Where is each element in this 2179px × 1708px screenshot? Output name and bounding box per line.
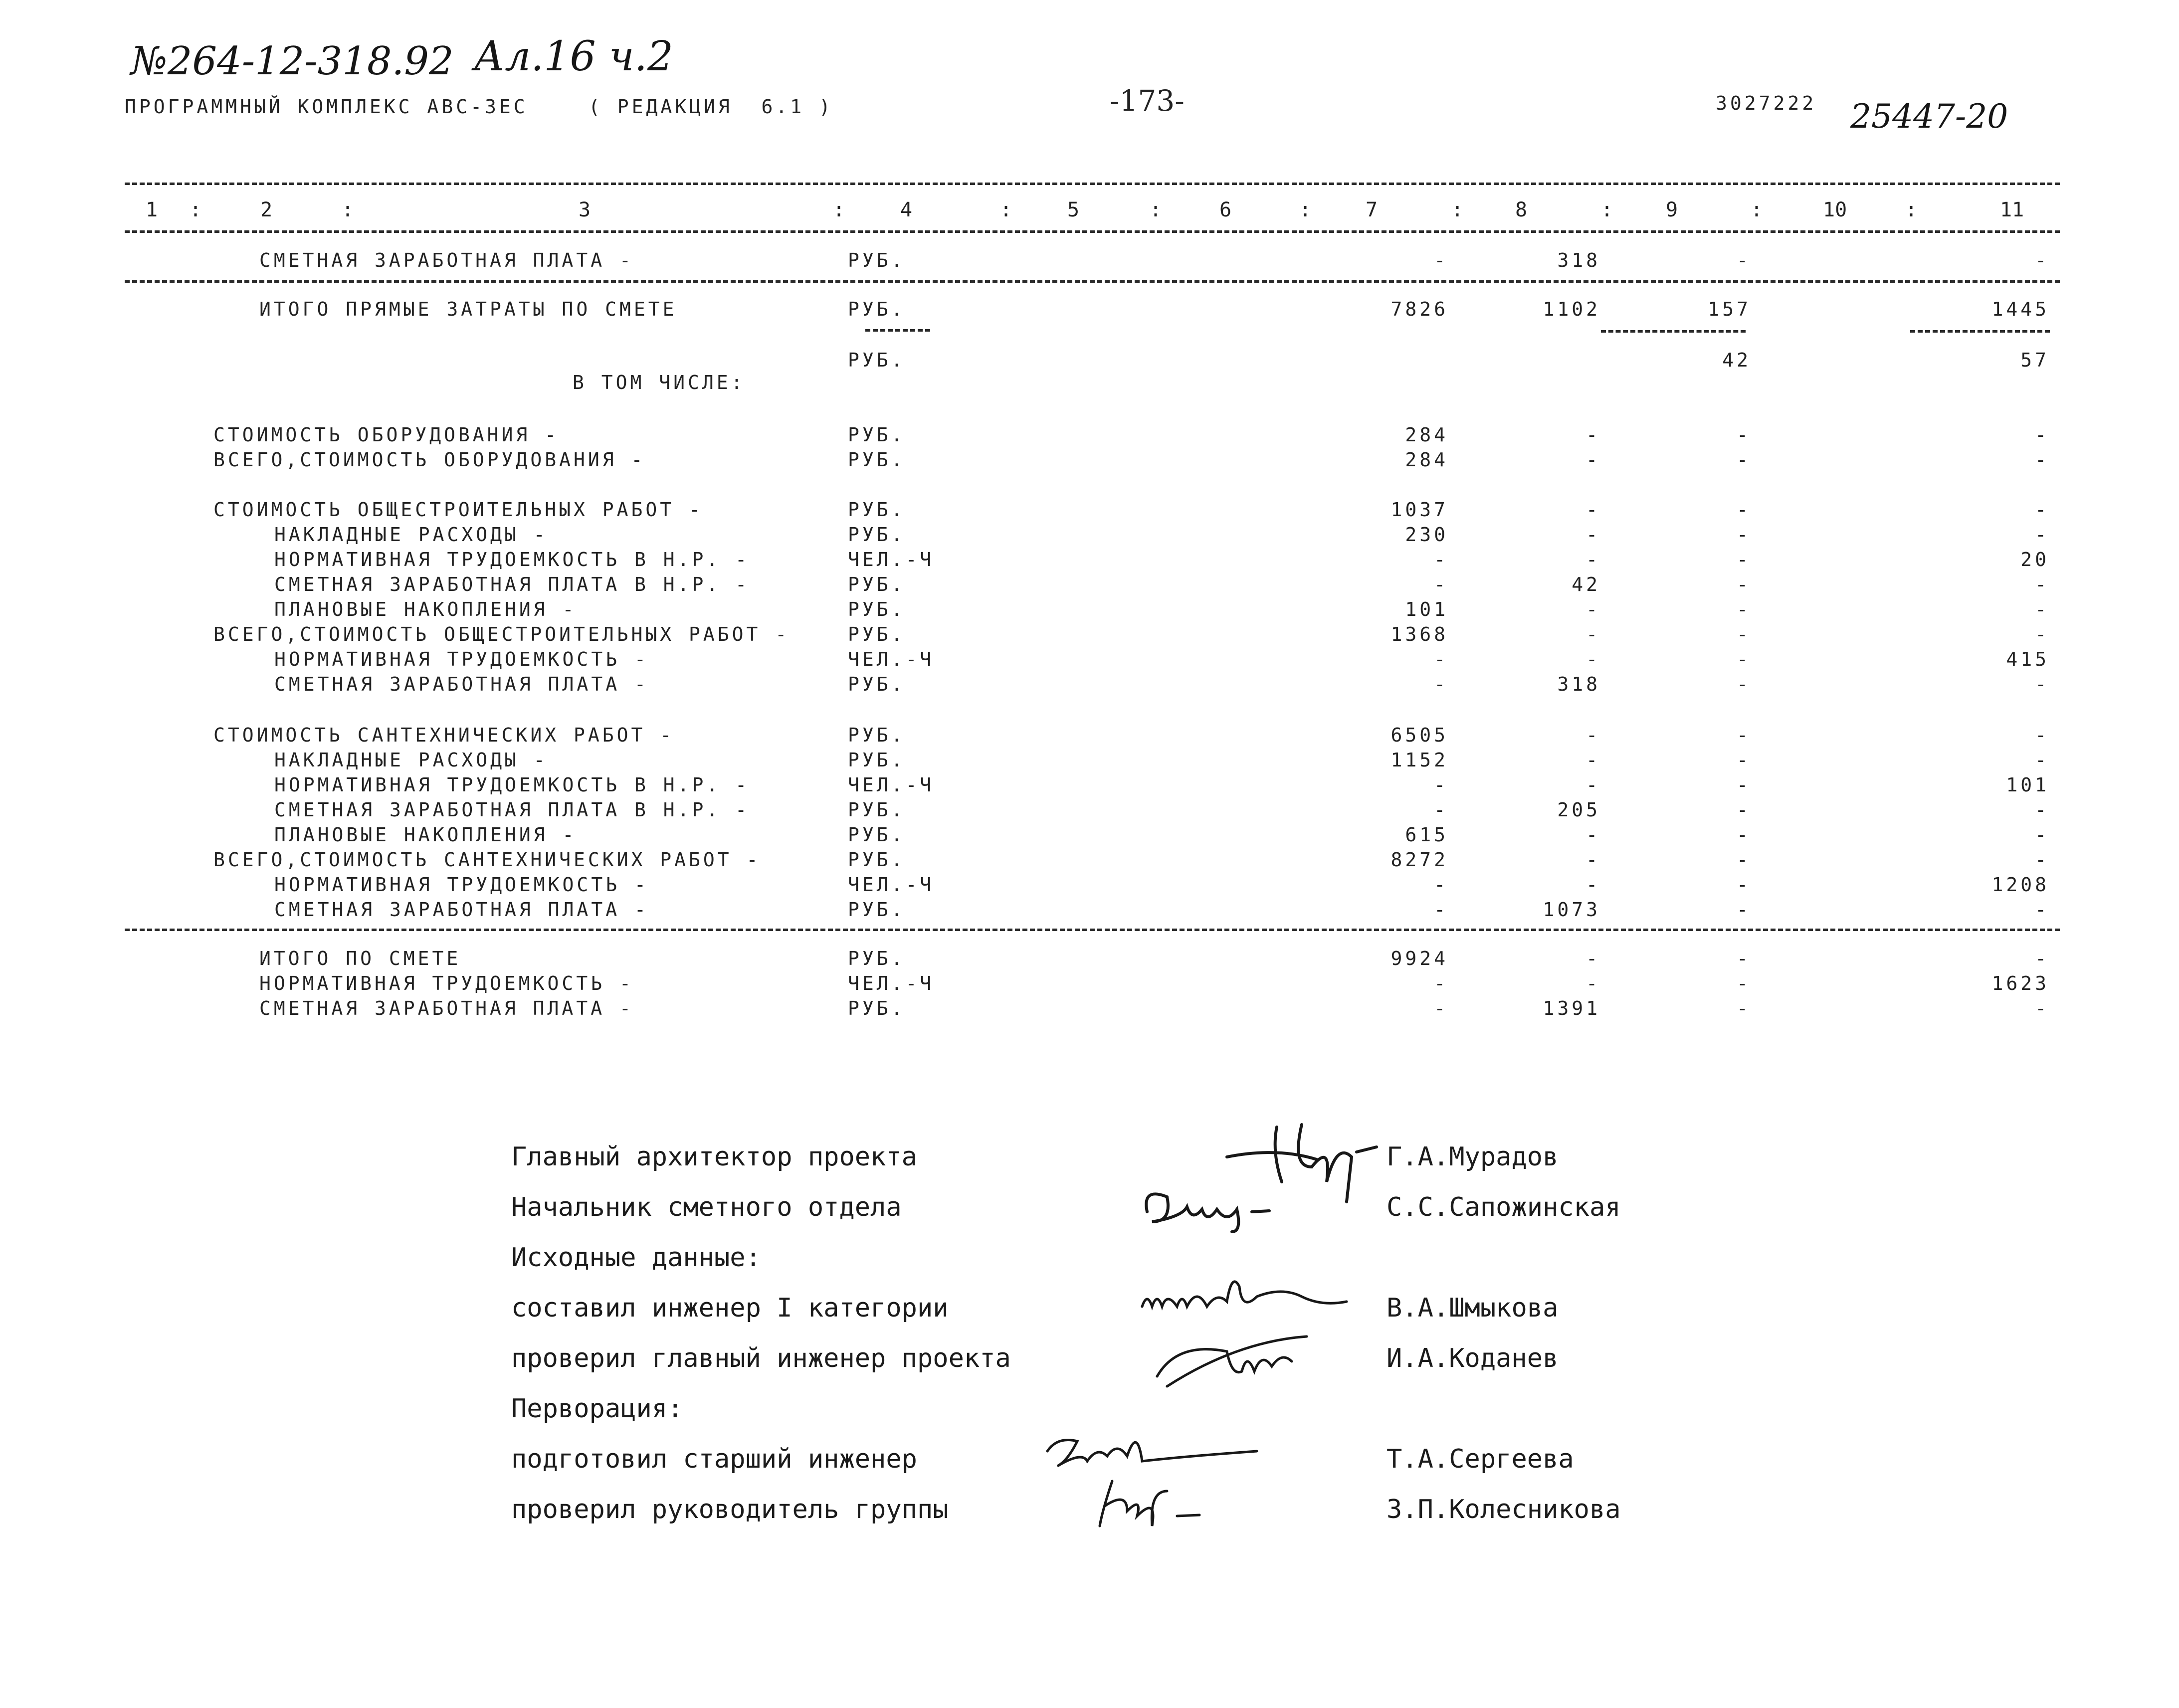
row-unit: ЧЕЛ.-Ч: [848, 648, 935, 670]
row-unit: РУБ.: [848, 499, 906, 521]
program-name: ПРОГРАММНЫЙ КОМПЛЕКС АВС-ЗЕС: [125, 96, 528, 118]
row-unit: ЧЕЛ.-Ч: [848, 874, 935, 896]
cell-col-11: 1208: [1991, 874, 2049, 896]
rule-after-first-row: [125, 280, 2060, 283]
cell-col-8: -: [1586, 648, 1600, 670]
cell-col-9: -: [1737, 849, 1751, 871]
cell-col-9: -: [1737, 948, 1751, 969]
table-row: [0, 648, 2179, 673]
handwritten-album: Ал.16 ч.2: [474, 33, 674, 80]
program-edition: ( РЕДАКЦИЯ 6.1 ): [589, 96, 833, 118]
table-row: [0, 499, 2179, 524]
row-unit: РУБ.: [848, 724, 906, 746]
cell-col-8: -: [1586, 623, 1600, 645]
cell-col-7: 9924: [1390, 948, 1448, 969]
cell-col-11: -: [2035, 673, 2049, 695]
cell-col-7: 6505: [1390, 724, 1448, 746]
cell-col-9: -: [1737, 774, 1751, 796]
table-row: [0, 449, 2179, 474]
signature-sapozhinskaya: [1137, 1182, 1277, 1237]
handwritten-doc-number: №264-12-318.92: [131, 39, 454, 84]
cell-col-9: -: [1737, 573, 1751, 595]
cell-col-11: -: [2035, 249, 2049, 271]
cell-col-8: -: [1586, 774, 1600, 796]
cell-col-9: -: [1737, 724, 1751, 746]
cell-col-7: -: [1434, 549, 1448, 570]
cell-col-9: -: [1737, 799, 1751, 821]
row-unit: ЧЕЛ.-Ч: [848, 549, 935, 570]
row-unit: РУБ.: [848, 623, 906, 645]
row-label: НОРМАТИВНАЯ ТРУДОЕМКОСТЬ -: [259, 972, 634, 994]
underline-unit: [865, 329, 930, 332]
cell-col-8: -: [1586, 972, 1600, 994]
row-label: НОРМАТИВНАЯ ТРУДОЕМКОСТЬ -: [274, 874, 649, 896]
row-unit: РУБ.: [848, 449, 906, 471]
cell-col-7: -: [1434, 799, 1448, 821]
column-header-1: 1: [146, 198, 158, 221]
row-label: В ТОМ ЧИСЛЕ:: [573, 372, 746, 393]
underline-col-9: [1601, 330, 1746, 333]
row-label: ВСЕГО,СТОИМОСТЬ ОБЩЕСТРОИТЕЛЬНЫХ РАБОТ -: [213, 623, 790, 645]
cell-col-7: -: [1434, 997, 1448, 1019]
cell-col-9: -: [1737, 524, 1751, 546]
row-label: СМЕТНАЯ ЗАРАБОТНАЯ ПЛАТА В Н.Р. -: [274, 573, 750, 595]
cell-col-8: -: [1586, 874, 1600, 896]
cell-col-9: -: [1737, 899, 1751, 921]
table-row: [0, 673, 2179, 698]
table-row: [0, 249, 2179, 274]
cell-col-9: -: [1737, 549, 1751, 570]
table-row: [0, 749, 2179, 774]
table-row: [0, 349, 2179, 374]
table-row: [0, 424, 2179, 449]
cell-col-11: -: [2035, 899, 2049, 921]
cell-col-8: -: [1586, 749, 1600, 771]
signature-role: Начальник сметного отдела: [511, 1192, 902, 1222]
signature-name: С.С.Сапожинская: [1387, 1192, 1621, 1222]
cell-col-8: -: [1586, 598, 1600, 620]
cell-col-11: -: [2035, 749, 2049, 771]
row-label: СМЕТНАЯ ЗАРАБОТНАЯ ПЛАТА -: [259, 997, 634, 1019]
header-bottom-rule: [125, 230, 2060, 233]
row-label: ПЛАНОВЫЕ НАКОПЛЕНИЯ -: [274, 598, 577, 620]
cell-col-8: 318: [1557, 673, 1600, 695]
cell-col-9: -: [1737, 972, 1751, 994]
row-unit: РУБ.: [848, 997, 906, 1019]
column-separator: :: [1751, 198, 1763, 221]
cell-col-7: -: [1434, 972, 1448, 994]
cell-col-11: -: [2035, 424, 2049, 446]
row-label: СМЕТНАЯ ЗАРАБОТНАЯ ПЛАТА -: [274, 899, 649, 921]
row-unit: РУБ.: [848, 799, 906, 821]
row-unit: РУБ.: [848, 749, 906, 771]
table-row: [0, 524, 2179, 549]
cell-col-8: -: [1586, 499, 1600, 521]
cell-col-11: 20: [2020, 549, 2049, 570]
cell-col-7: 1368: [1390, 623, 1448, 645]
cell-col-9: -: [1737, 874, 1751, 896]
header-top-rule: [125, 183, 2060, 185]
row-unit: РУБ.: [848, 673, 906, 695]
cell-col-8: -: [1586, 424, 1600, 446]
row-label: НОРМАТИВНАЯ ТРУДОЕМКОСТЬ В Н.Р. -: [274, 774, 750, 796]
row-label: НОРМАТИВНАЯ ТРУДОЕМКОСТЬ -: [274, 648, 649, 670]
signature-role: проверил руководитель группы: [511, 1495, 949, 1524]
cell-col-7: 284: [1405, 424, 1448, 446]
row-unit: РУБ.: [848, 249, 906, 271]
row-label: НОРМАТИВНАЯ ТРУДОЕМКОСТЬ В Н.Р. -: [274, 549, 750, 570]
column-separator: :: [833, 198, 845, 221]
cell-col-8: -: [1586, 524, 1600, 546]
row-unit: РУБ.: [848, 298, 906, 320]
table-row: [0, 874, 2179, 899]
cell-col-11: -: [2035, 623, 2049, 645]
cell-col-7: -: [1434, 774, 1448, 796]
column-header-10: 10: [1823, 198, 1847, 221]
cell-col-11: -: [2035, 524, 2049, 546]
cell-col-7: 284: [1405, 449, 1448, 471]
signature-role: подготовил старший инженер: [511, 1444, 917, 1474]
row-label: НАКЛАДНЫЕ РАСХОДЫ -: [274, 524, 548, 546]
row-label: ПЛАНОВЫЕ НАКОПЛЕНИЯ -: [274, 824, 577, 846]
table-row: [0, 372, 2179, 396]
cell-col-11: 1445: [1991, 298, 2049, 320]
cell-col-8: -: [1586, 948, 1600, 969]
table-row: [0, 799, 2179, 824]
row-label: СТОИМОСТЬ ОБЩЕСТРОИТЕЛЬНЫХ РАБОТ -: [213, 499, 703, 521]
column-separator: :: [1451, 198, 1464, 221]
table-row: [0, 298, 2179, 323]
table-row: [0, 774, 2179, 799]
row-unit: РУБ.: [848, 424, 906, 446]
column-header-6: 6: [1219, 198, 1232, 221]
cell-col-11: -: [2035, 598, 2049, 620]
cell-col-7: -: [1434, 648, 1448, 670]
cell-col-7: -: [1434, 573, 1448, 595]
cell-col-9: -: [1737, 424, 1751, 446]
table-row: [0, 899, 2179, 924]
signature-kodanev: [1147, 1322, 1357, 1396]
cell-col-9: -: [1737, 623, 1751, 645]
cell-col-9: -: [1737, 673, 1751, 695]
column-header-7: 7: [1366, 198, 1378, 221]
signature-kolesnikova: [1092, 1471, 1207, 1536]
cell-col-7: -: [1434, 874, 1448, 896]
handwritten-ref-number: 25447-20: [1850, 97, 2008, 136]
table-row: [0, 972, 2179, 997]
cell-col-8: -: [1586, 849, 1600, 871]
signature-role: проверил главный инженер проекта: [511, 1343, 1011, 1373]
cell-col-9: -: [1737, 648, 1751, 670]
cell-col-11: 415: [2006, 648, 2049, 670]
row-label: ИТОГО ПО СМЕТЕ: [259, 948, 461, 969]
column-separator: :: [1601, 198, 1613, 221]
column-header-9: 9: [1666, 198, 1678, 221]
column-separator: :: [1000, 198, 1012, 221]
signature-role: Главный архитектор проекта: [511, 1142, 917, 1172]
table-row: [0, 824, 2179, 849]
row-label: СТОИМОСТЬ ОБОРУДОВАНИЯ -: [213, 424, 560, 446]
row-unit: ЧЕЛ.-Ч: [848, 972, 935, 994]
cell-col-8: -: [1586, 724, 1600, 746]
row-label: СМЕТНАЯ ЗАРАБОТНАЯ ПЛАТА В Н.Р. -: [274, 799, 750, 821]
cell-col-9: -: [1737, 449, 1751, 471]
cell-col-7: -: [1434, 899, 1448, 921]
row-label: ВСЕГО,СТОИМОСТЬ САНТЕХНИЧЕСКИХ РАБОТ -: [213, 849, 761, 871]
row-unit: РУБ.: [848, 849, 906, 871]
cell-col-8: -: [1586, 449, 1600, 471]
table-row: [0, 948, 2179, 972]
column-header-8: 8: [1515, 198, 1528, 221]
cell-col-7: 101: [1405, 598, 1448, 620]
column-separator: :: [1905, 198, 1918, 221]
cell-col-7: -: [1434, 249, 1448, 271]
cell-col-8: 1102: [1543, 298, 1600, 320]
cell-col-9: -: [1737, 749, 1751, 771]
cell-col-8: 42: [1572, 573, 1600, 595]
column-separator: :: [342, 198, 354, 221]
cell-col-9: 42: [1722, 349, 1751, 371]
cell-col-11: -: [2035, 449, 2049, 471]
signature-name: Г.А.Мурадов: [1387, 1142, 1559, 1172]
cell-col-11: -: [2035, 948, 2049, 969]
column-separator: :: [1299, 198, 1312, 221]
row-label: ИТОГО ПРЯМЫЕ ЗАТРАТЫ ПО СМЕТЕ: [259, 298, 677, 320]
column-header-11: 11: [2000, 198, 2024, 221]
table-row: [0, 997, 2179, 1022]
cell-col-8: 1391: [1543, 997, 1600, 1019]
signature-name: Т.А.Сергеева: [1387, 1444, 1574, 1474]
table-row: [0, 549, 2179, 573]
signature-name: В.А.Шмыкова: [1387, 1293, 1559, 1323]
row-label: СМЕТНАЯ ЗАРАБОТНАЯ ПЛАТА -: [274, 673, 649, 695]
page-number: -173-: [1110, 84, 1185, 118]
cell-col-9: -: [1737, 824, 1751, 846]
column-header-2: 2: [260, 198, 273, 221]
cell-col-11: -: [2035, 799, 2049, 821]
column-separator: :: [190, 198, 202, 221]
cell-col-7: -: [1434, 673, 1448, 695]
cell-col-7: 615: [1405, 824, 1448, 846]
cell-col-11: -: [2035, 724, 2049, 746]
column-header-4: 4: [900, 198, 913, 221]
row-unit: РУБ.: [848, 349, 906, 371]
cell-col-9: -: [1737, 598, 1751, 620]
row-unit: РУБ.: [848, 824, 906, 846]
document-code: 3027222: [1716, 92, 1817, 114]
signature-name: И.А.Коданев: [1387, 1343, 1559, 1373]
column-header-5: 5: [1067, 198, 1080, 221]
cell-col-8: -: [1586, 549, 1600, 570]
cell-col-11: -: [2035, 849, 2049, 871]
cell-col-11: 101: [2006, 774, 2049, 796]
table-row: [0, 598, 2179, 623]
table-row: [0, 623, 2179, 648]
column-separator: :: [1150, 198, 1162, 221]
cell-col-7: 7826: [1390, 298, 1448, 320]
table-row: [0, 724, 2179, 749]
row-unit: РУБ.: [848, 899, 906, 921]
cell-col-11: 1623: [1991, 972, 2049, 994]
table-row: [0, 573, 2179, 598]
cell-col-8: 318: [1557, 249, 1600, 271]
row-label: НАКЛАДНЫЕ РАСХОДЫ -: [274, 749, 548, 771]
cell-col-8: 1073: [1543, 899, 1600, 921]
cell-col-11: -: [2035, 499, 2049, 521]
cell-col-9: -: [1737, 499, 1751, 521]
row-unit: РУБ.: [848, 573, 906, 595]
row-unit: РУБ.: [848, 524, 906, 546]
underline-col-11: [1910, 330, 2050, 333]
row-unit: ЧЕЛ.-Ч: [848, 774, 935, 796]
signature-role: составил инженер I категории: [511, 1293, 949, 1323]
cell-col-7: 1037: [1390, 499, 1448, 521]
row-unit: РУБ.: [848, 948, 906, 969]
signature-role: Перворация:: [511, 1394, 683, 1424]
column-header-3: 3: [579, 198, 591, 221]
cell-col-7: 8272: [1390, 849, 1448, 871]
cell-col-8: -: [1586, 824, 1600, 846]
cell-col-11: -: [2035, 997, 2049, 1019]
table-row: [0, 849, 2179, 874]
cell-col-7: 1152: [1390, 749, 1448, 771]
cell-col-8: 205: [1557, 799, 1600, 821]
signature-role: Исходные данные:: [511, 1243, 761, 1273]
row-label: ВСЕГО,СТОИМОСТЬ ОБОРУДОВАНИЯ -: [213, 449, 646, 471]
cell-col-9: -: [1737, 997, 1751, 1019]
cell-col-7: 230: [1405, 524, 1448, 546]
cell-col-9: 157: [1708, 298, 1751, 320]
row-label: СТОИМОСТЬ САНТЕХНИЧЕСКИХ РАБОТ -: [213, 724, 675, 746]
cell-col-11: -: [2035, 824, 2049, 846]
cell-col-9: -: [1737, 249, 1751, 271]
rule-before-totals: [125, 929, 2060, 931]
row-unit: РУБ.: [848, 598, 906, 620]
row-label: СМЕТНАЯ ЗАРАБОТНАЯ ПЛАТА -: [259, 249, 634, 271]
cell-col-11: -: [2035, 573, 2049, 595]
signature-name: З.П.Колесникова: [1387, 1495, 1621, 1524]
cell-col-11: 57: [2020, 349, 2049, 371]
